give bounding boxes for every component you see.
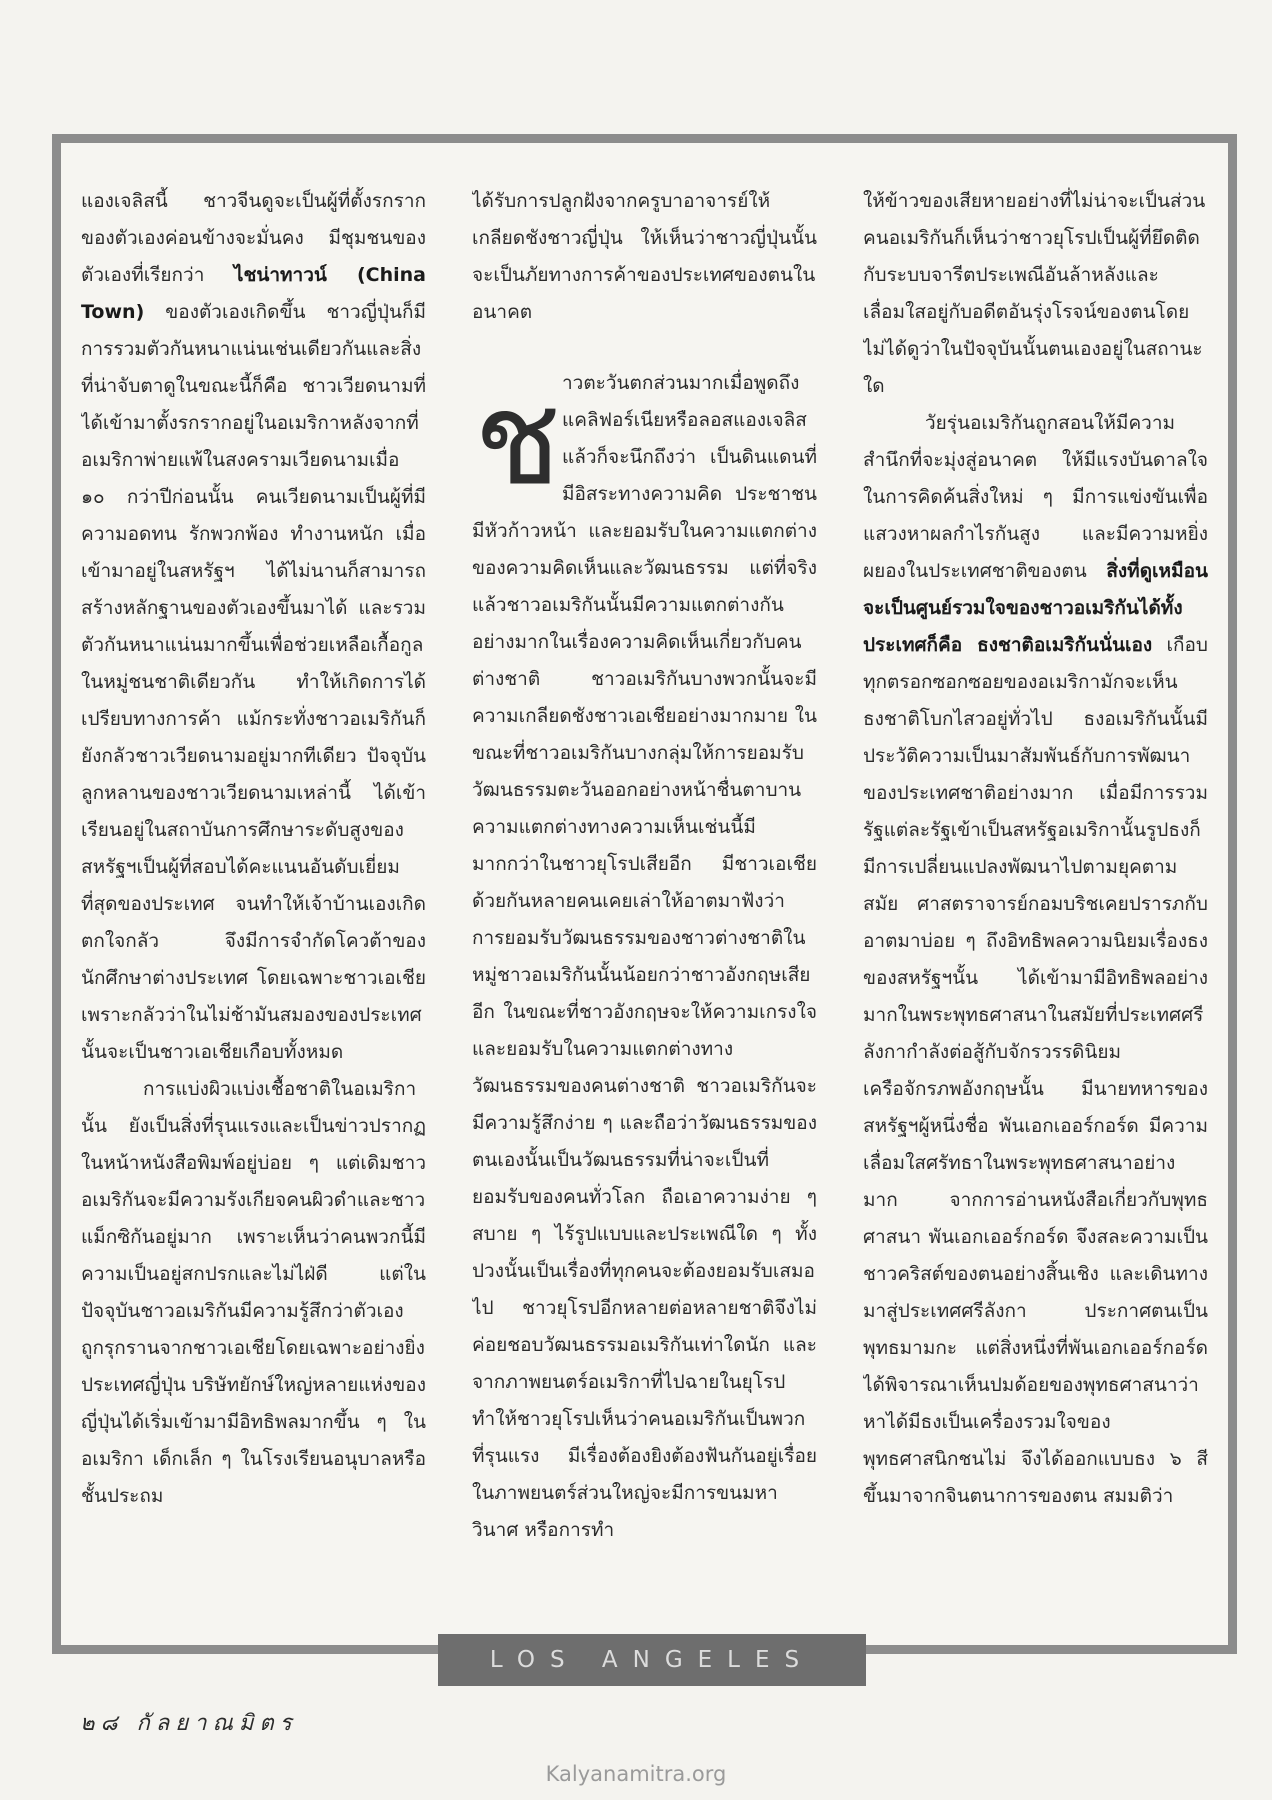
text-run: าวตะวันตกส่วนมากเมื่อพูดถึงแคลิฟอร์เนียหรือลอสแองเจลิส แล้วก็จะนึกถึงว่า เป็นดินแดนที่มีอิสระทางความคิด ประชาชนมีหัวก้าวหน้า และยอมรับในความแตกต่างของความคิดเห็นและวัฒนธรรม แต่ที่จริงแล้วชาวอเมริกันนั้นมีความแตกต่างกันอย่างมากในเรื่องความคิดเห็นเกี่ยวกับคนต่างชาติ ชาวอเมริกันบางพวกนั้นจะมีความเกลียดชังชาวเอเชียอย่างมากมาย ในขณะที่ชาวอเมริกันบางกลุ่มให้การยอมรับวัฒนธรรมตะวันออกอย่างหน้าชื่นตาบาน ความแตกต่างทางความเห็นเช่นนี้มีมากกว่าในชาวยุโรปเสียอีก มีชาวเอเชียด้วยกันหลายคนเคยเล่าให้อาตมาฟังว่า การยอมรับวัฒนธรรมของชาวต่างชาติในหมู่ชาวอเมริกันนั้นน้อยกว่าชาวอังกฤษเสียอีก ในขณะที่ชาวอังกฤษจะให้ความเกรงใจและยอมรับในความแตกต่างทางวัฒนธรรมของคนต่างชาติ ชาวอเมริกันจะมีความรู้สึกง่าย ๆ และถือว่าวัฒนธรรมของตนเองนั้นเป็นวัฒนธรรมที่น่าจะเป็นที่ยอมรับของคนทั่วโลก ถือเอาความง่าย ๆ สบาย ๆ ไร้รูปแบบและประเพณีใด ๆ ทั้งปวงนั้นเป็นเรื่องที่ทุกคนจะต้องยอมรับเสมอไป ชาวยุโรปอีกหลายต่อหลายชาติจึงไม่ค่อยชอบวัฒนธรรมอเมริกันเท่าใดนัก และจากภาพยนตร์อเมริกาที่ไปฉายในยุโรป ทำให้ชาวยุโรปเห็นว่าคนอเมริกันเป็นพวกที่รุนแรง มีเรื่องต้องยิงต้องฟันกันอยู่เรื่อย ในภาพยนตร์ส่วนใหญ่จะมีการขนมหาวินาศ หรือการทำ xyxy=(472,372,817,1541)
flag-highlight-bold: สิ่งที่ดูเหมือนจะเป็นศูนย์รวมใจของชาวอเมริกันได้ทั้งประเทศก็คือ ธงชาติอเมริกันนั่นเอง xyxy=(863,560,1208,656)
text-run: วัยรุ่นอเมริกันถูกสอนให้มีความสำนึกที่จะมุ่งสู่อนาคต ให้มีแรงบันดาลใจในการคิดค้นสิ่งใหม่ ๆ มีการแข่งขันเพื่อแสวงหาผลกำไรกันสูง และมีความหยิ่งผยองในประเทศชาติของตน xyxy=(863,412,1208,582)
column-2 xyxy=(472,183,817,1615)
paragraph xyxy=(81,183,426,1071)
section-banner: LOS ANGELES xyxy=(438,1634,866,1686)
article-frame xyxy=(52,134,1237,1654)
paragraph: ให้ข้าวของเสียหายอย่างที่ไม่น่าจะเป็นส่วนคนอเมริกันก็เห็นว่าชาวยุโรปเป็นผู้ที่ยึดติดกับระบบจารีตประเพณีอันล้าหลังและเลื่อมใสอยู่กับอดีตอันรุ่งโรจน์ของตนโดยไม่ได้ดูว่าในปัจจุบันนั้นตนเองอยู่ในสถานะใด xyxy=(863,190,1206,397)
watermark: Kalyanamitra.org xyxy=(545,1762,727,1786)
dropcap-paragraph xyxy=(472,365,817,1549)
paragraph xyxy=(863,405,1208,1515)
china-town-bold: ไชน่าทาวน์ (China Town) xyxy=(81,264,426,323)
text-run: เกือบทุกตรอกซอกซอยของอเมริกามักจะเห็นธงชาติโบกไสวอยู่ทั่วไป ธงอเมริกันนั้นมีประวัติความเป็นมาสัมพันธ์กับการพัฒนาของประเทศชาติอย่างมาก เมื่อมีการรวมรัฐแต่ละรัฐเข้าเป็นสหรัฐอเมริกานั้นรูปธงก็มีการเปลี่ยนแปลงพัฒนาไปตามยุคตามสมัย ศาสตราจารย์กอมบริชเคยปรารภกับอาตมาบ่อย ๆ ถึงอิทธิพลความนิยมเรื่องธงของสหรัฐฯนั้น ได้เข้ามามีอิทธิพลอย่างมากในพระพุทธศาสนาในสมัยที่ประเทศศรีลังกากำลังต่อสู้กับจักรวรรดินิยมเครือจักรภพอังกฤษนั้น มีนายทหารของสหรัฐฯผู้หนึ่งชื่อ พันเอกเออร์กอร์ด มีความเลื่อมใสศรัทธาในพระพุทธศาสนาอย่างมาก จากการอ่านหนังสือเกี่ยวกับพุทธศาสนา พันเอกเออร์กอร์ด จึงสละความเป็นชาวคริสต์ของตนอย่างสิ้นเชิง และเดินทางมาสู่ประเทศศรีลังกา ประกาศตนเป็นพุทธมามกะ แต่สิ่งหนึ่งที่พันเอกเออร์กอร์ดได้พิจารณาเห็นปมด้อยของพุทธศาสนาว่า หาได้มีธงเป็นเครื่องรวมใจของพุทธศาสนิกชนไม่ จึงได้ออกแบบธง ๖ สีขึ้นมาจากจินตนาการของตน สมมติว่า xyxy=(863,634,1208,1507)
column-1 xyxy=(81,183,426,1615)
column-3 xyxy=(863,183,1208,1615)
drop-cap: ช xyxy=(474,365,561,514)
article-columns xyxy=(81,183,1208,1615)
text-run: ของตัวเองเกิดขึ้น ชาวญี่ปุ่นก็มีการรวมตัวกันหนาแน่นเช่นเดียวกันและสิ่งที่น่าจับตาดูในขณะนี้ก็คือ ชาวเวียดนามที่ได้เข้ามาตั้งรกรากอยู่ในอเมริกาหลังจากที่อเมริกาพ่ายแพ้ในสงครามเวียดนามเมื่อ ๑๐ กว่าปีก่อนนั้น คนเวียดนามเป็นผู้ที่มีความอดทน รักพวกพ้อง ทำงานหนัก เมื่อเข้ามาอยู่ในสหรัฐฯ ได้ไม่นานก็สามารถสร้างหลักฐานของตัวเองขึ้นมาได้ และรวมตัวกันหนาแน่นมากขึ้นเพื่อช่วยเหลือเกื้อกูลในหมู่ชนชาติเดียวกัน ทำให้เกิดการได้เปรียบทางการค้า แม้กระทั่งชาวอเมริกันก็ยังกลัวชาวเวียดนามอยู่มากทีเดียว ปัจจุบันลูกหลานของชาวเวียดนามเหล่านี้ ได้เข้าเรียนอยู่ในสถาบันการศึกษาระดับสูงของสหรัฐฯเป็นผู้ที่สอบได้คะแนนอันดับเยี่ยมที่สุดของประเทศ จนทำให้เจ้าบ้านเองเกิดตกใจกลัว จึงมีการจำกัดโควต้าของนักศึกษาต่างประเทศ โดยเฉพาะชาวเอเชียเพราะกลัวว่าในไม่ช้ามันสมองของประเทศนั้นจะเป็นชาวเอเชียเกือบทั้งหมด xyxy=(81,301,426,1063)
page-footer: ๒๘ กัลยาณมิตร xyxy=(80,1711,298,1736)
spacer xyxy=(472,331,817,365)
paragraph: การแบ่งผิวแบ่งเชื้อชาติในอเมริกานั้น ยังเป็นสิ่งที่รุนแรงและเป็นข่าวปรากฏในหน้าหนังสือพิมพ์อยู่บ่อย ๆ แต่เดิมชาวอเมริกันจะมีความรังเกียจคนผิวดำและชาวแม็กซิกันอยู่มาก เพราะเห็นว่าคนพวกนี้มีความเป็นอยู่สกปรกและไม่ไฝ่ดี แต่ในปัจจุบันชาวอเมริกันมีความรู้สึกว่าตัวเองถูกรุกรานจากชาวเอเชียโดยเฉพาะอย่างยิ่งประเทศญี่ปุ่น บริษัทยักษ์ใหญ่หลายแห่งของญี่ปุ่นได้เริ่มเข้ามามีอิทธิพลมากขึ้น ๆ ในอเมริกา เด็กเล็ก ๆ ในโรงเรียนอนุบาลหรือชั้นประถม xyxy=(81,1078,426,1507)
paragraph: ได้รับการปลูกฝังจากครูบาอาจารย์ให้เกลียดชังชาวญี่ปุ่น ให้เห็นว่าชาวญี่ปุ่นนั้นจะเป็นภัยทางการค้าของประเทศของตนในอนาคต xyxy=(472,190,817,323)
text-run: แองเจลิสนี้ ชาวจีนดูจะเป็นผู้ที่ตั้งรกรากของตัวเองค่อนข้างจะมั่นคง มีชุมชนของตัวเองที่เรียกว่า xyxy=(81,190,426,286)
